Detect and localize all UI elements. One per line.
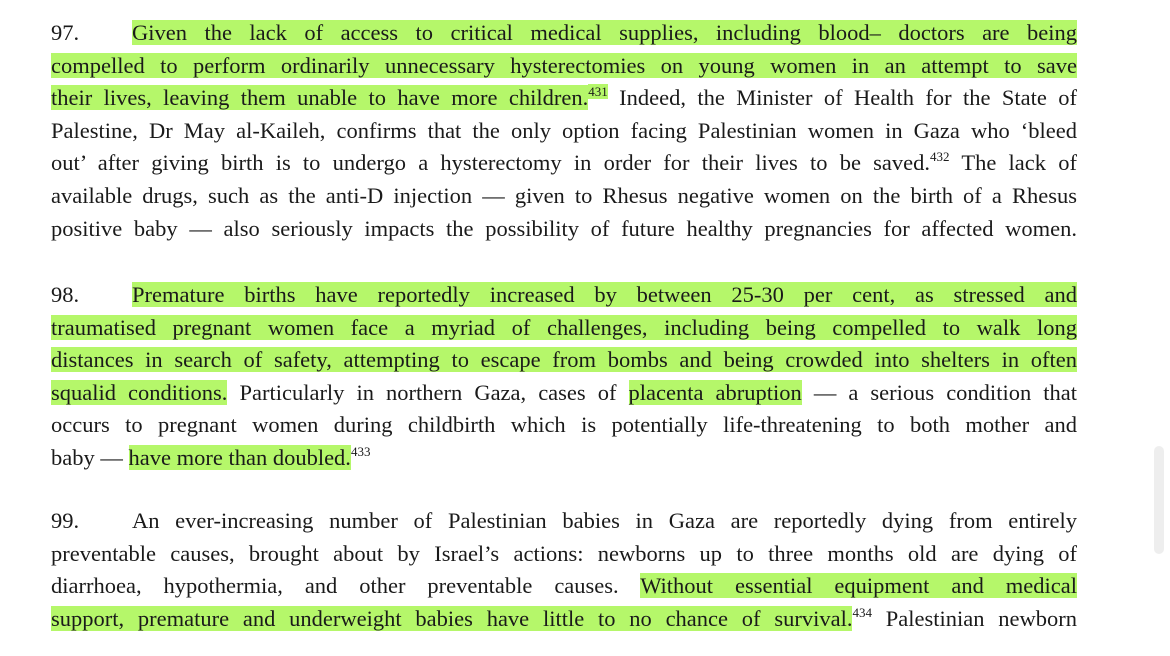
body-text: The lack of bbox=[949, 150, 1077, 176]
highlighted-text: Given the lack of access to critical medical supplies, including blood– doctors are being bbox=[132, 20, 1077, 45]
paragraph-97-line bbox=[51, 146, 1077, 179]
paragraph-97-line bbox=[51, 49, 1077, 82]
highlighted-text: placenta abruption bbox=[628, 379, 802, 405]
body-text: occurs to pregnant women during childbirth which is potentially life-threatening to both mother and bbox=[51, 412, 1077, 438]
body-text: Particularly in northern Gaza, cases of bbox=[227, 379, 629, 405]
paragraph-97-line bbox=[51, 81, 1077, 114]
paragraph-number: 99. bbox=[51, 508, 80, 533]
body-text: An ever-increasing number of Palestinian babies in Gaza are reportedly dying from entirely bbox=[132, 508, 1077, 533]
paragraph-number: 97. bbox=[51, 20, 80, 45]
paragraph-98-line bbox=[51, 311, 1077, 344]
footnote-ref: 432 bbox=[930, 149, 950, 165]
paragraph-99-line bbox=[51, 504, 1077, 537]
highlighted-text: Premature births have reportedly increased by between 25-30 per cent, as stressed and bbox=[132, 282, 1077, 307]
paragraph-99-line bbox=[51, 569, 1077, 602]
scrollbar[interactable] bbox=[1154, 446, 1164, 554]
body-text: diarrhoea, hypothermia, and other preventable causes. bbox=[51, 573, 641, 599]
paragraph-98-line bbox=[51, 441, 1077, 474]
paragraph-97-line bbox=[51, 179, 1077, 212]
paragraph-99-line bbox=[51, 537, 1077, 570]
body-text: preventable causes, brought about by Israel’s actions: newborns up to three months old are dying of bbox=[51, 540, 1077, 566]
body-text: out’ after giving birth is to undergo a hysterectomy in order for their lives to be saved. bbox=[51, 150, 931, 176]
highlighted-text: squalid conditions. bbox=[51, 379, 228, 405]
footnote-ref: 433 bbox=[350, 444, 371, 459]
footnote-ref: 431 bbox=[588, 84, 608, 100]
paragraph-97-line bbox=[51, 212, 1077, 245]
highlighted-text: their lives, leaving them unable to have more children. bbox=[51, 85, 589, 111]
highlighted-text: support, premature and underweight babies have little to no chance of survival. bbox=[51, 605, 853, 631]
body-text: positive baby — also seriously impacts the possibility of future healthy pregnancies for affected women. bbox=[51, 215, 1077, 241]
body-text: Palestinian newborn bbox=[871, 605, 1077, 631]
body-text: available drugs, such as the anti-D injection — given to Rhesus negative women on the birth of a Rhesus bbox=[51, 183, 1077, 208]
highlighted-text: distances in search of safety, attempting to escape from bombs and being crowded into shelters in often bbox=[51, 347, 1077, 373]
paragraph-98-line bbox=[51, 278, 1077, 311]
highlighted-text: compelled to perform ordinarily unnecessary hysterectomies on young women in an attempt to save bbox=[51, 52, 1077, 78]
body-text: — a serious condition that bbox=[801, 379, 1077, 405]
body-text: Palestine, Dr May al-Kaileh, confirms that the only option facing Palestinian women in Gaza who ‘bleed bbox=[51, 117, 1077, 143]
highlighted-text: Without essential equipment and medical bbox=[640, 573, 1078, 599]
paragraph-99-line bbox=[51, 602, 1077, 635]
paragraph-number: 98. bbox=[51, 282, 80, 307]
footnote-ref: 434 bbox=[852, 604, 872, 620]
highlighted-text: have more than doubled. bbox=[128, 445, 351, 470]
body-text: baby — bbox=[51, 445, 129, 470]
paragraph-97-line bbox=[51, 114, 1077, 147]
paragraph-98-line bbox=[51, 408, 1077, 441]
highlighted-text: traumatised pregnant women face a myriad of challenges, including being compelled to walk long bbox=[51, 314, 1077, 340]
paragraph-98-line bbox=[51, 343, 1077, 376]
paragraph-98-line bbox=[51, 376, 1077, 409]
paragraph-97-line bbox=[51, 16, 1077, 49]
body-text: Indeed, the Minister of Health for the State of bbox=[607, 85, 1078, 111]
